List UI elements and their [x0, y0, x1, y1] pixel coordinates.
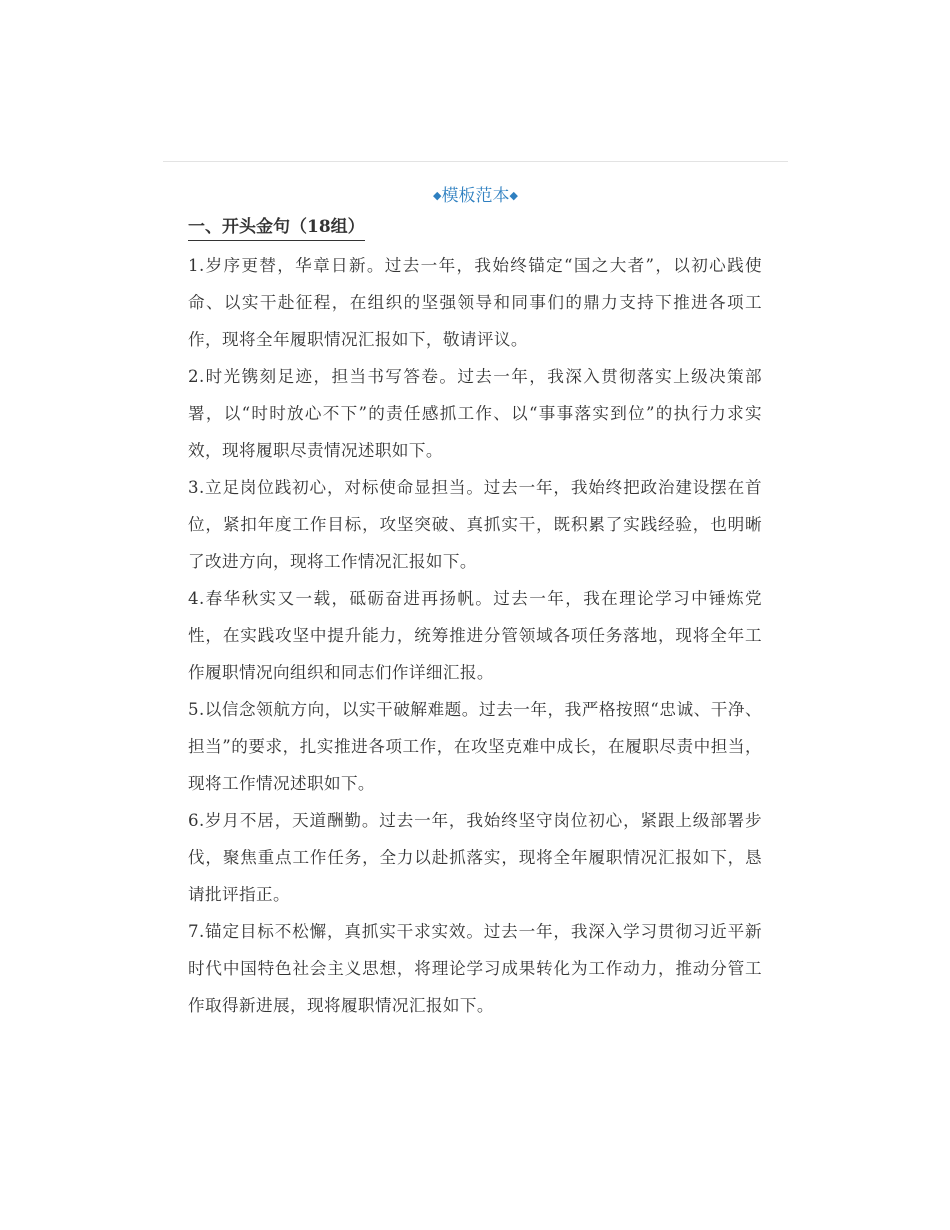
diamond-right-icon: ◆	[509, 189, 518, 202]
top-divider	[163, 161, 788, 162]
template-banner	[163, 184, 788, 208]
paragraph-1: 1.岁序更替，华章日新。过去一年，我始终锚定“国之大者”，以初心践使命、以实干赴征程，在组织的坚强领导和同事们的鼎力支持下推进各项工作，现将全年履职情况汇报如下，敬请评议。	[188, 256, 762, 349]
paragraph-6: 6.岁月不居，天道酬勤。过去一年，我始终坚守岗位初心，紧跟上级部署步伐，聚焦重点工作任务，全力以赴抓落实，现将全年履职情况汇报如下，恳请批评指正。	[188, 811, 762, 904]
banner-title: 模板范本	[441, 186, 510, 206]
paragraph-7: 7.锚定目标不松懈，真抓实干求实效。过去一年，我深入学习贯彻习近平新时代中国特色社会主义思想，将理论学习成果转化为工作动力，推动分管工作取得新进展，现将履职情况汇报如下。	[188, 922, 762, 1015]
paragraph-4: 4.春华秋实又一载，砥砺奋进再扬帆。过去一年，我在理论学习中锤炼党性，在实践攻坚中提升能力，统筹推进分管领域各项任务落地，现将全年工作履职情况向组织和同志们作详细汇报。	[188, 589, 762, 682]
document-body	[188, 247, 762, 1024]
paragraph-3: 3.立足岗位践初心，对标使命显担当。过去一年，我始终把政治建设摆在首位，紧扣年度工作目标，攻坚突破、真抓实干，既积累了实践经验，也明晰了改进方向，现将工作情况汇报如下。	[188, 478, 762, 571]
paragraph-5: 5.以信念领航方向，以实干破解难题。过去一年，我严格按照“忠诚、干净、担当”的要求，扎实推进各项工作，在攻坚克难中成长，在履职尽责中担当，现将工作情况述职如下。	[188, 700, 762, 793]
section-heading: 一、开头金句（18组）	[188, 214, 365, 241]
diamond-left-icon: ◆	[433, 189, 442, 202]
paragraph-2: 2.时光镌刻足迹，担当书写答卷。过去一年，我深入贯彻落实上级决策部署，以“时时放心不下”的责任感抓工作、以“事事落实到位”的执行力求实效，现将履职尽责情况述职如下。	[188, 367, 762, 460]
